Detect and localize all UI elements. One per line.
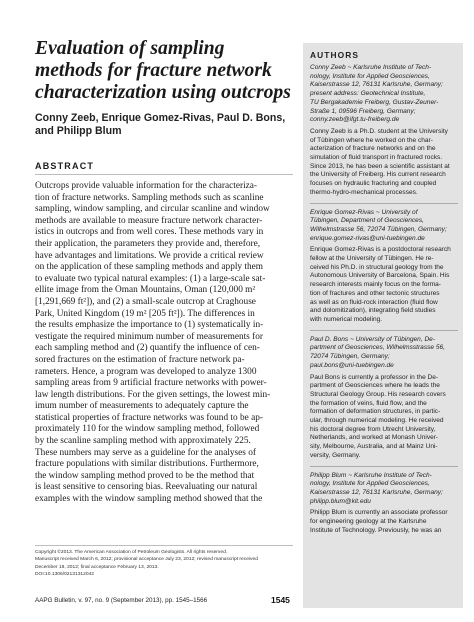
abstract-line: vestigate the required minimum number of measurements for [35,331,263,342]
footnote-divider [35,545,293,546]
bio-line: Since 2013, he has been a scientific assistant at [310,162,450,170]
affiliation-line: 72074 Tübingen, Germany; [310,353,390,361]
abstract-line: sampling areas from 9 artificial fracture networks with power- [35,378,267,389]
copyright-line: Copyright ©2013. The American Association of Petroleum Geologists. All rights reserved. [35,550,228,555]
main-column [35,38,293,506]
bio-line: acterization of fracture networks and on the [310,145,436,153]
abstract-line: their application, the parameters they provide and, therefore, [35,238,261,249]
abstract-line: fracture populations with similar distributions. Furthermore, [35,459,259,470]
bio-line: fellow at the University of Tübingen. He re- [310,255,434,263]
bio-line: sity, Melbourne, Australia, and at Mainz Uni- [310,443,438,451]
bio-line: Philipp Blum is currently an associate professor [310,509,448,517]
bio-line: Enrique Gomez-Rivas is a postdoctoral research [310,246,451,254]
copyright-notice [35,549,293,579]
bio-line: and dolomitization), integrating field studies [310,307,436,315]
bio-line: tion of fractures and other tectonic structures [310,289,440,297]
author-bio [310,509,458,535]
affiliation-line: present address: Geotechnical Institute, [310,90,426,98]
author-affiliation [310,336,458,371]
bio-line: research interests mainly focus on the forma- [310,281,441,289]
copyright-line: Manuscript received March 6, 2012; provisional acceptance July 23, 2012; revised manuscript received [35,557,258,563]
bio-line: for engineering geology at the Karlsruhe [310,518,427,526]
abstract-line: is least sensitive to censoring bias. Reevaluating our natural [35,482,258,493]
bio-line: thermo-hydro-mechanical processes. [310,188,418,196]
abstract-line: istics in outcrops and from well cores. These methods vary in [35,227,264,238]
bio-line: Netherlands, and worked at Monash Univer- [310,434,439,442]
bio-line: ceived his Ph.D. in structural geology from the [310,263,444,271]
bio-line: partment of Geosciences where he leads the [310,382,440,390]
author-line: Conny Zeeb, Enrique Gomez-Rivas, Paul D. Bons, [35,112,286,124]
article-title [35,38,293,104]
affiliation-line: nology, Institute for Applied Geosciences, [310,72,430,80]
bio-line: focuses on hydraulic fracturing and coupled [310,180,437,188]
bio-line: Conny Zeeb is a Ph.D. student at the University [310,127,448,135]
abstract-line: sored fractures on the estimation of fracture network pa- [35,354,245,365]
sidebar-divider [310,330,458,331]
bio-line: versity, Germany. [310,451,361,459]
author-affiliation [310,472,458,507]
author-email[interactable]: conny.zeeb@ifgt.tu-freiberg.de [310,116,400,124]
bio-line: simulation of fluid transport in fractured rocks. [310,154,443,162]
abstract-line: [1,291,669 ft²]), and (2) a small-scale outcrop at Craghouse [35,296,256,307]
bio-line: the formation of veins, fluid flow, and the [310,399,427,407]
bio-line: Structural Geology Group. His research covers [310,390,446,398]
bio-line: as well as on fluid-rock interaction (fluid flow [310,298,438,306]
author-bio [310,246,458,324]
abstract-line: examples with the window sampling method showed that the [35,494,263,505]
abstract-line: rameters. Hence, a program was developed to analyze 1300 [35,366,257,377]
author-affiliation [310,209,458,244]
abstract-line: Outcrops provide valuable information for the characteriza- [35,181,257,191]
affiliation-line: Straße 1, 09596 Freiberg, Germany; [310,107,416,115]
author-email[interactable]: enrique.gomez-rivas@uni-tuebingen.de [310,234,425,242]
affiliation-line: Paul D. Bons ~ University of Tübingen, De- [310,335,435,343]
abstract-line: ellite image from the Oman Mountains, Oman (120,000 m² [35,285,256,296]
affiliation-line: Philipp Blum ~ Karlsruhe Institute of Tech- [310,471,432,479]
abstract-line: imum number of measurements to adequately capture the [35,401,249,412]
author-line: and Philipp Blum [35,124,122,137]
sidebar-heading: AUTHORS [310,50,360,60]
abstract-line: sampling, window sampling, and circular scanline and window [35,204,270,215]
bio-line: the University of Freiberg. His current research [310,171,446,179]
copyright-line: DOI:10.1306/02131312042 [35,572,95,578]
bio-line: Institute of Technology. Previously, he was an [310,526,442,534]
abstract-line: the results emphasize the importance to (1) systematically in- [35,320,264,331]
abstract-heading: ABSTRACT [35,161,293,175]
sidebar-divider [310,203,458,204]
author-bio [310,374,458,461]
author-bio [310,128,458,198]
affiliation-line: partment of Geosciences, Wilhelmsstrasse 56, [310,344,445,352]
affiliation-line: nology, Institute for Applied Geosciences, [310,480,430,488]
abstract-line: statistical properties of fracture networks was found to be ap- [35,412,263,423]
abstract-line: the window sampling method proved to be the method that [35,470,255,481]
author-email[interactable]: philipp.blum@kit.edu [310,497,371,505]
copyright-line: December 18, 2012; final acceptance February 13, 2013. [35,564,159,570]
bio-line: formation of deformation structures, in partic- [310,408,441,416]
author-email[interactable]: paul.bons@uni-tuebingen.de [310,361,394,369]
abstract-line: law length distributions. For the given settings, the lowest min- [35,389,271,400]
abstract-line: These numbers may serve as a guideline for the analyses of [35,447,256,458]
page-number: 1545 [271,595,290,605]
abstract-line: by the scanline sampling method with approximately 225. [35,436,251,447]
title-line: methods for fracture network [35,60,272,81]
bio-line: ular, through numerical modeling. He received [310,417,444,425]
abstract-body [35,181,293,506]
affiliation-line: Conny Zeeb ~ Karlsruhe Institute of Tech- [310,64,432,71]
abstract-line: each sampling method and (2) quantify the influence of cen- [35,343,260,354]
affiliation-line: Kaiserstrasse 12, 76131 Karlsruhe, Germany; [310,81,443,89]
bio-line: Autonomous University of Barcelona, Spain. His [310,272,450,280]
title-line: characterization using outcrops [35,82,291,103]
affiliation-line: Wilhelmstrasse 56, 72074 Tübingen, Germany; [310,225,447,233]
sidebar-divider [310,466,458,467]
affiliation-line: Kaiserstrasse 12, 76131 Karlsruhe, Germany; [310,488,443,496]
abstract-line: proximately 110 for the window sampling method, followed [35,424,260,435]
affiliation-line: Tübingen, Department of Geosciences, [310,217,424,225]
journal-citation: AAPG Bulletin, v. 97, no. 9 (September 2013), pp. 1545–1566 [35,597,208,604]
affiliation-line: Enrique Gomez-Rivas ~ University of [310,208,418,216]
abstract-line: on the application of these sampling methods and apply them [35,262,263,273]
bio-line: with numerical modeling. [310,315,383,323]
author-affiliation [310,64,458,125]
abstract-line: Park, United Kingdom (19 m² [205 ft²]). The differences in [35,308,255,319]
abstract-line: tion of fracture networks. Sampling methods such as scanline [35,192,264,203]
abstract-line: to evaluate two typical natural examples: (1) a large-scale sat- [35,273,266,284]
authors-sidebar [303,43,463,608]
bio-line: his doctoral degree from Utrecht University, [310,425,436,433]
author-list [35,112,293,137]
abstract-line: methods are available to measure fracture network character- [35,215,263,226]
title-line: Evaluation of sampling [35,38,225,59]
bio-line: Paul Bons is currently a professor in the De- [310,373,439,381]
bio-line: of Tübingen where he worked on the char- [310,136,433,144]
abstract-line: have advantages and limitations. We provide a critical review [35,250,264,261]
affiliation-line: TU Bergakademie Freiberg, Gustav-Zeuner- [310,98,439,106]
